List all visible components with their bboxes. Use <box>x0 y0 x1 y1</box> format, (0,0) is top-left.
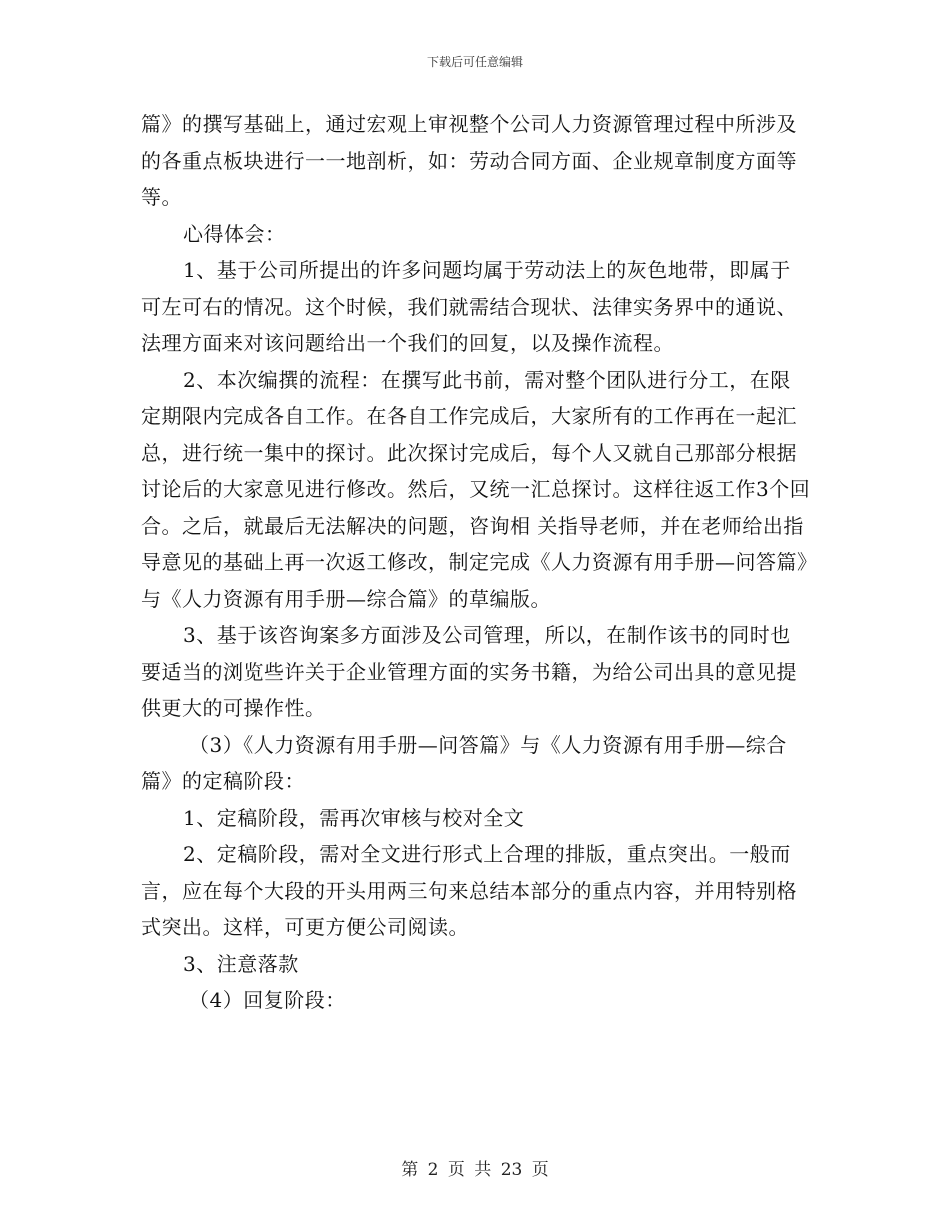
paragraph-section-3: （3）《人力资源有用手册—问答篇》与《人力资源有用手册—综合篇》的定稿阶段： <box>141 732 787 793</box>
paragraph-item-3: 3、基于该咨询案多方面涉及公司管理，所以，在制作该书的同时也要适当的浏览些许关于企业管理方面的实务书籍，为给公司出具的意见提供更大的可操作性。 <box>141 623 797 720</box>
paragraph-continuation: 篇》的撰写基础上，通过宏观上审视整个公司人力资源管理过程中所涉及的各重点板块进行一一地剖析，如：劳动合同方面、企业规章制度方面等等。 <box>141 112 797 209</box>
paragraph-final-item-3: 3、注意落款 <box>183 951 299 976</box>
paragraph-final-item-2: 2、定稿阶段，需对全文进行形式上合理的排版，重点突出。一般而言，应在每个大段的开头用两三句来总结本部分的重点内容，并用特别格式突出。这样，可更方便公司阅读。 <box>141 842 797 939</box>
paragraph-section-4: （4）回复阶段： <box>189 988 346 1012</box>
page-footer: 第 2 页 共 23 页 <box>401 1160 549 1180</box>
paragraph-item-1: 1、基于公司所提出的许多问题均属于劳动法上的灰色地带，即属于可左可右的情况。这个时候，我们就需结合现状、法律实务界中的通说、法理方面来对该问题给出一个我们的回复，以及操作流程。 <box>141 258 797 355</box>
paragraph-item-2: 2、本次编撰的流程：在撰写此书前，需对整个团队进行分工，在限定期限内完成各自工作。在各自工作完成后，大家所有的工作再在一起汇总，进行统一集中的探讨。此次探讨完成后，每个人又就自己那部分根据讨论后的大家意见进行修改。然后，又统一汇总探讨。这样往返工作3个回合。之后，就最后无法解决的问题，咨询相 关指导老师，并在老师给出指导意见的基础上再一次返工修改，制定完成《人力资源有用手册—问答篇》与《人力资源有用手册—综合篇》的草编版。 <box>141 367 811 611</box>
paragraph-final-item-1: 1、定稿阶段，需再次审核与校对全文 <box>183 805 525 830</box>
document-body <box>141 106 811 1019</box>
page-header: 下载后可任意编辑 <box>426 55 523 69</box>
paragraph-heading-insights: 心得体会： <box>183 221 286 246</box>
